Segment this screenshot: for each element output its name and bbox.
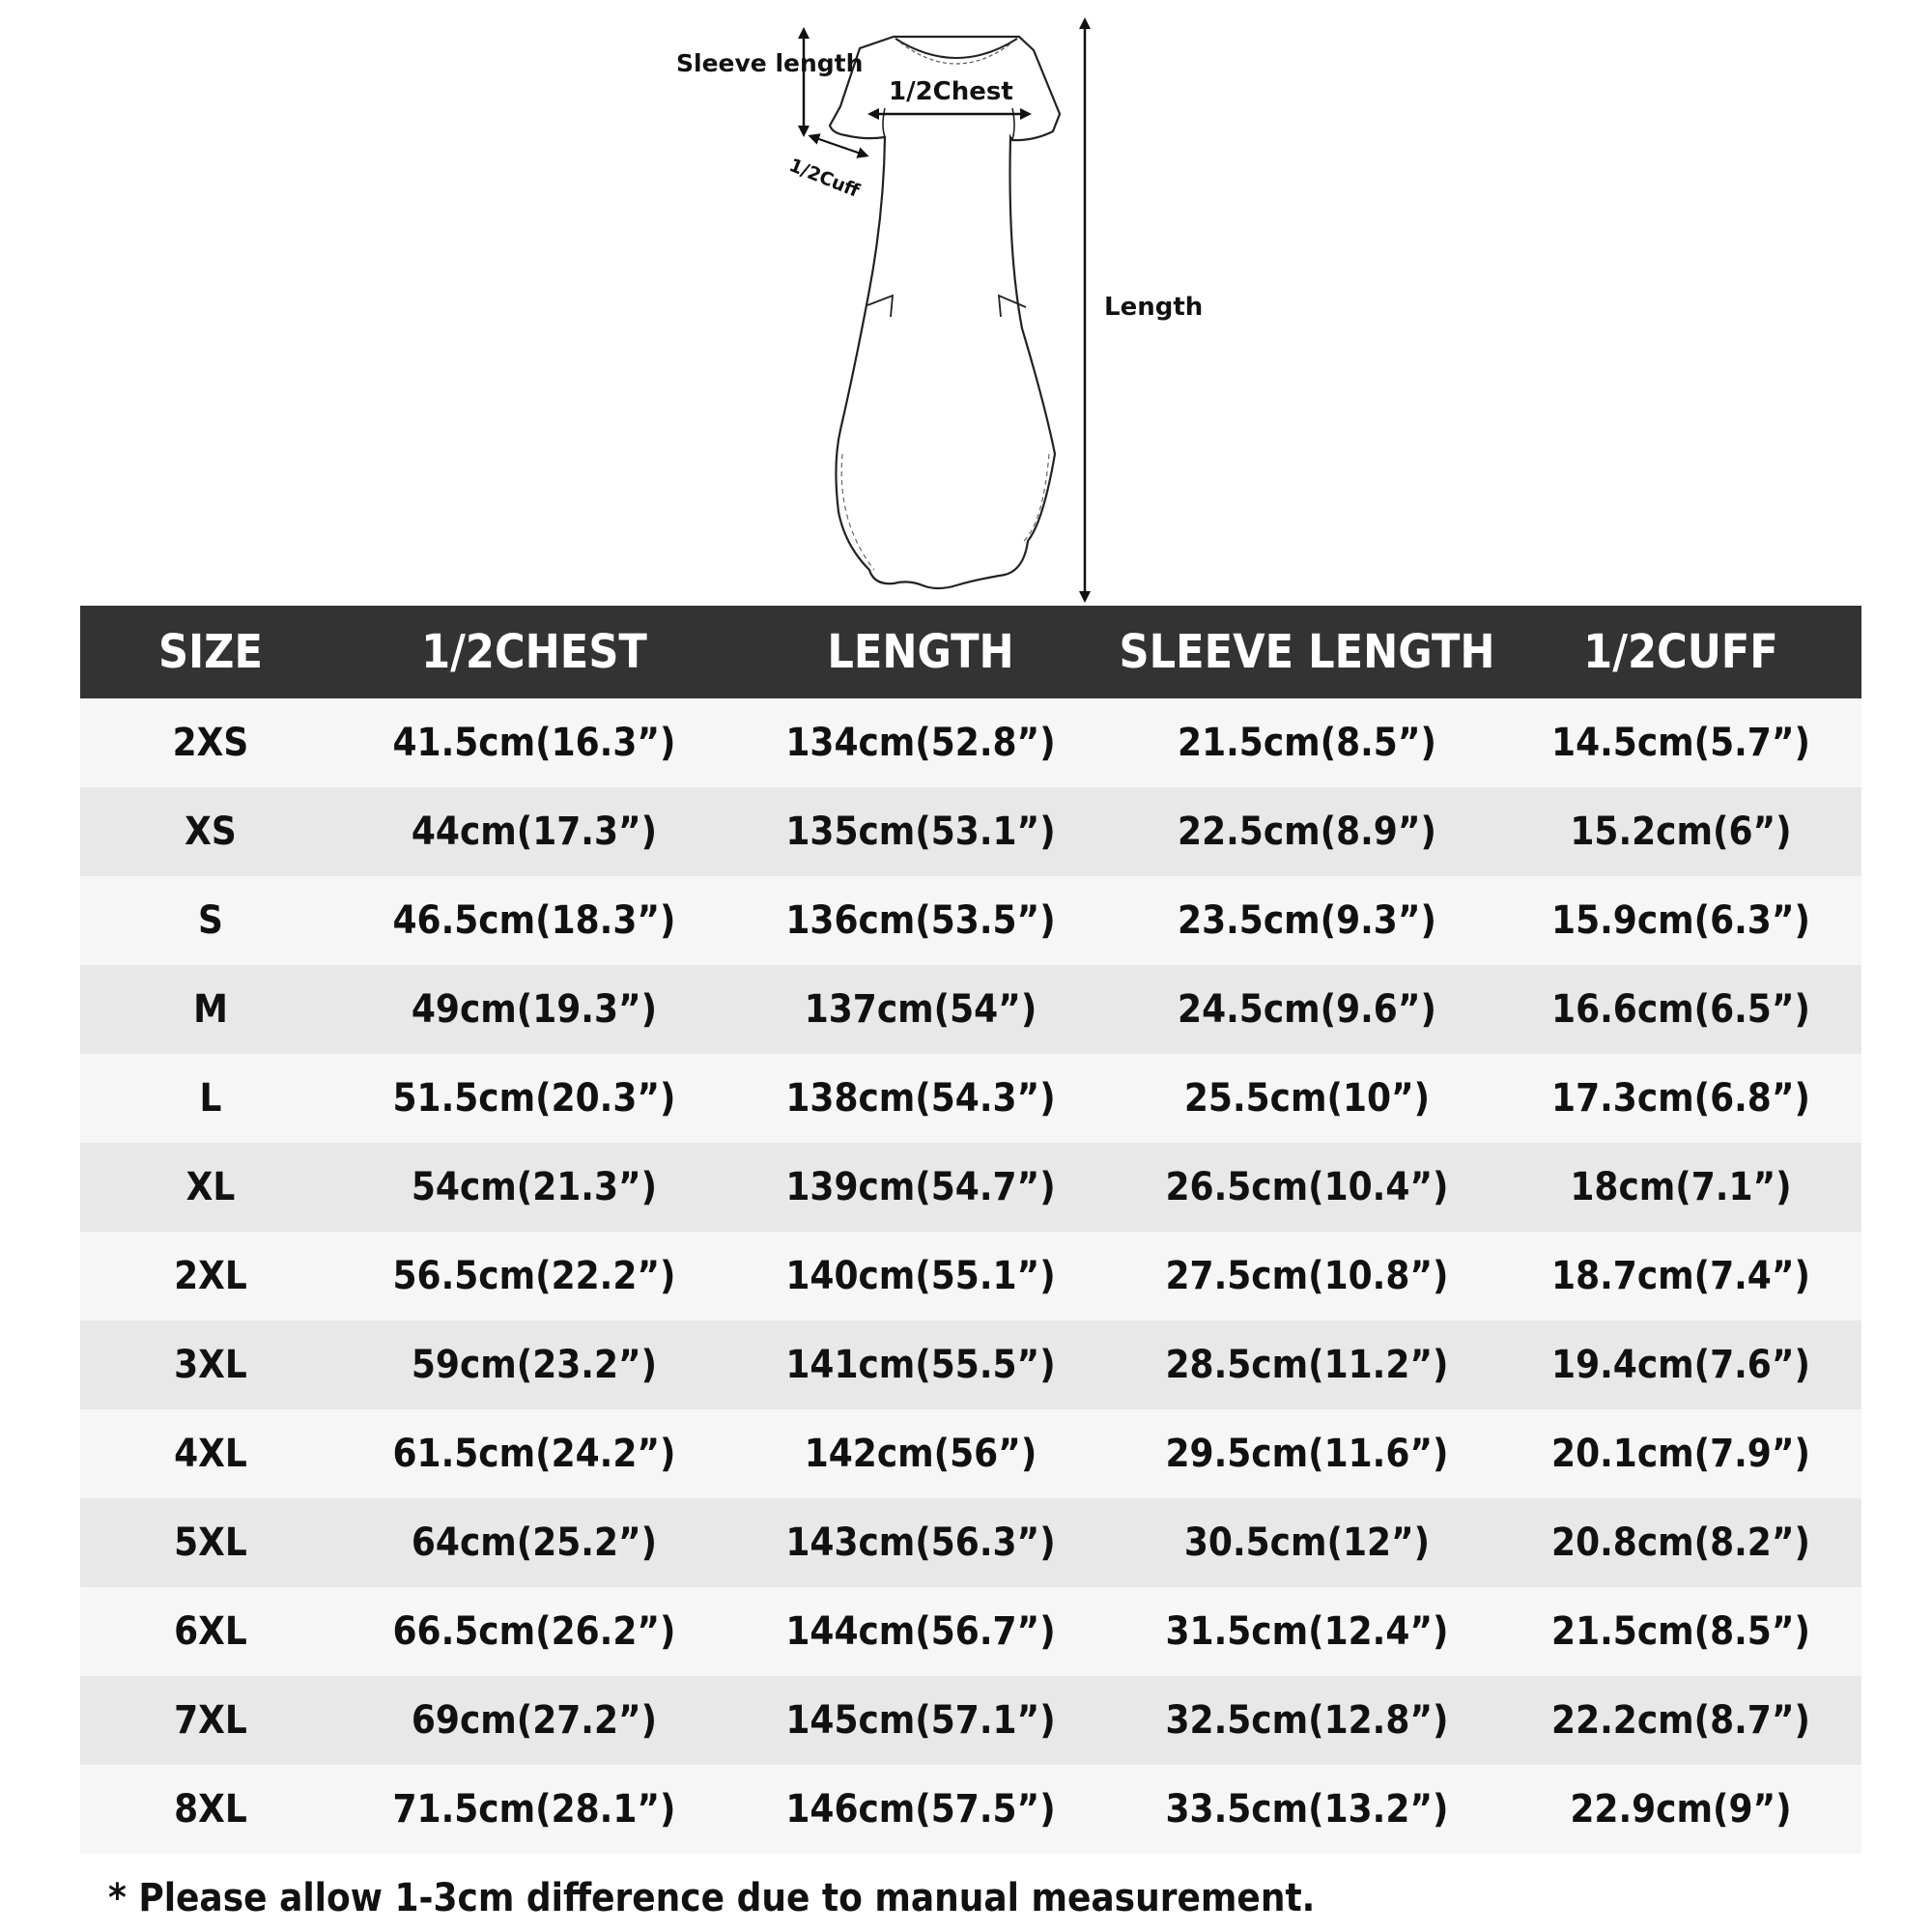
cell-half-chest: 44cm(17.3”) [341,787,727,876]
header-size: SIZE [80,606,341,698]
cell-sleeve-length: 29.5cm(11.6”) [1114,1409,1500,1498]
cell-half-chest: 54cm(21.3”) [341,1143,727,1232]
cell-half-cuff: 15.9cm(6.3”) [1500,876,1861,965]
cell-half-cuff: 19.4cm(7.6”) [1500,1321,1861,1409]
header-sleeve-length: SLEEVE LENGTH [1114,606,1500,698]
table-row [80,1765,1861,1854]
half-cuff-label: 1/2Cuff [785,155,863,202]
cell-half-cuff: 14.5cm(5.7”) [1500,698,1861,787]
table-row [80,698,1861,787]
cell-half-cuff: 18.7cm(7.4”) [1500,1232,1861,1321]
cell-half-chest: 46.5cm(18.3”) [341,876,727,965]
cell-half-chest: 66.5cm(26.2”) [341,1587,727,1676]
cell-sleeve-length: 32.5cm(12.8”) [1114,1676,1500,1765]
cell-size: 7XL [80,1676,341,1765]
cell-length: 141cm(55.5”) [727,1321,1114,1409]
size-chart-table [80,606,1861,1854]
cell-length: 140cm(55.1”) [727,1232,1114,1321]
cell-size: XS [80,787,341,876]
table-row [80,1232,1861,1321]
cell-size: 2XS [80,698,341,787]
cell-length: 135cm(53.1”) [727,787,1114,876]
cell-half-chest: 61.5cm(24.2”) [341,1409,727,1498]
cell-half-cuff: 22.2cm(8.7”) [1500,1676,1861,1765]
cell-half-chest: 51.5cm(20.3”) [341,1054,727,1143]
cell-half-cuff: 20.8cm(8.2”) [1500,1498,1861,1587]
cell-size: 3XL [80,1321,341,1409]
cell-half-cuff: 18cm(7.1”) [1500,1143,1861,1232]
cell-size: L [80,1054,341,1143]
table-row [80,1054,1861,1143]
cell-sleeve-length: 26.5cm(10.4”) [1114,1143,1500,1232]
measurement-footnote: * Please allow 1-3cm difference due to manual measurement. [108,1876,1316,1920]
cell-sleeve-length: 28.5cm(11.2”) [1114,1321,1500,1409]
cell-length: 139cm(54.7”) [727,1143,1114,1232]
cell-sleeve-length: 24.5cm(9.6”) [1114,965,1500,1054]
cell-half-chest: 59cm(23.2”) [341,1321,727,1409]
header-half-cuff: 1/2CUFF [1500,606,1861,698]
header-length: LENGTH [727,606,1114,698]
cell-length: 142cm(56”) [727,1409,1114,1498]
cell-sleeve-length: 23.5cm(9.3”) [1114,876,1500,965]
cell-size: 6XL [80,1587,341,1676]
cell-length: 136cm(53.5”) [727,876,1114,965]
cell-sleeve-length: 21.5cm(8.5”) [1114,698,1500,787]
table-row [80,1587,1861,1676]
sleeve-length-label: Sleeve length [676,49,864,77]
cell-sleeve-length: 25.5cm(10”) [1114,1054,1500,1143]
cell-sleeve-length: 33.5cm(13.2”) [1114,1765,1500,1854]
half-chest-label: 1/2Chest [889,77,1013,106]
cell-length: 146cm(57.5”) [727,1765,1114,1854]
cell-half-chest: 41.5cm(16.3”) [341,698,727,787]
cell-half-chest: 49cm(19.3”) [341,965,727,1054]
table-header-row [80,606,1861,698]
cell-half-cuff: 16.6cm(6.5”) [1500,965,1861,1054]
table-row [80,1676,1861,1765]
cell-sleeve-length: 22.5cm(8.9”) [1114,787,1500,876]
cell-half-cuff: 20.1cm(7.9”) [1500,1409,1861,1498]
cell-length: 143cm(56.3”) [727,1498,1114,1587]
cell-size: S [80,876,341,965]
table-row [80,1143,1861,1232]
cell-half-cuff: 22.9cm(9”) [1500,1765,1861,1854]
header-half-chest: 1/2CHEST [341,606,727,698]
cell-length: 134cm(52.8”) [727,698,1114,787]
cell-size: 8XL [80,1765,341,1854]
table-row [80,1321,1861,1409]
cell-size: 4XL [80,1409,341,1498]
cell-sleeve-length: 27.5cm(10.8”) [1114,1232,1500,1321]
cell-length: 138cm(54.3”) [727,1054,1114,1143]
cell-half-cuff: 21.5cm(8.5”) [1500,1587,1861,1676]
table-row [80,1409,1861,1498]
cell-half-chest: 56.5cm(22.2”) [341,1232,727,1321]
cell-half-cuff: 17.3cm(6.8”) [1500,1054,1861,1143]
table-row [80,787,1861,876]
dress-measurement-diagram [0,0,1932,609]
cell-half-chest: 69cm(27.2”) [341,1676,727,1765]
cell-sleeve-length: 30.5cm(12”) [1114,1498,1500,1587]
cell-size: M [80,965,341,1054]
cuff-arrow [813,137,864,155]
length-label: Length [1104,293,1204,322]
cell-length: 137cm(54”) [727,965,1114,1054]
table-row [80,1498,1861,1587]
cell-half-cuff: 15.2cm(6”) [1500,787,1861,876]
table-row [80,876,1861,965]
cell-sleeve-length: 31.5cm(12.4”) [1114,1587,1500,1676]
cell-size: 5XL [80,1498,341,1587]
dress-outline [830,37,1060,588]
cell-half-chest: 64cm(25.2”) [341,1498,727,1587]
cell-length: 144cm(56.7”) [727,1587,1114,1676]
cell-size: XL [80,1143,341,1232]
cell-length: 145cm(57.1”) [727,1676,1114,1765]
cell-size: 2XL [80,1232,341,1321]
table-row [80,965,1861,1054]
cell-half-chest: 71.5cm(28.1”) [341,1765,727,1854]
